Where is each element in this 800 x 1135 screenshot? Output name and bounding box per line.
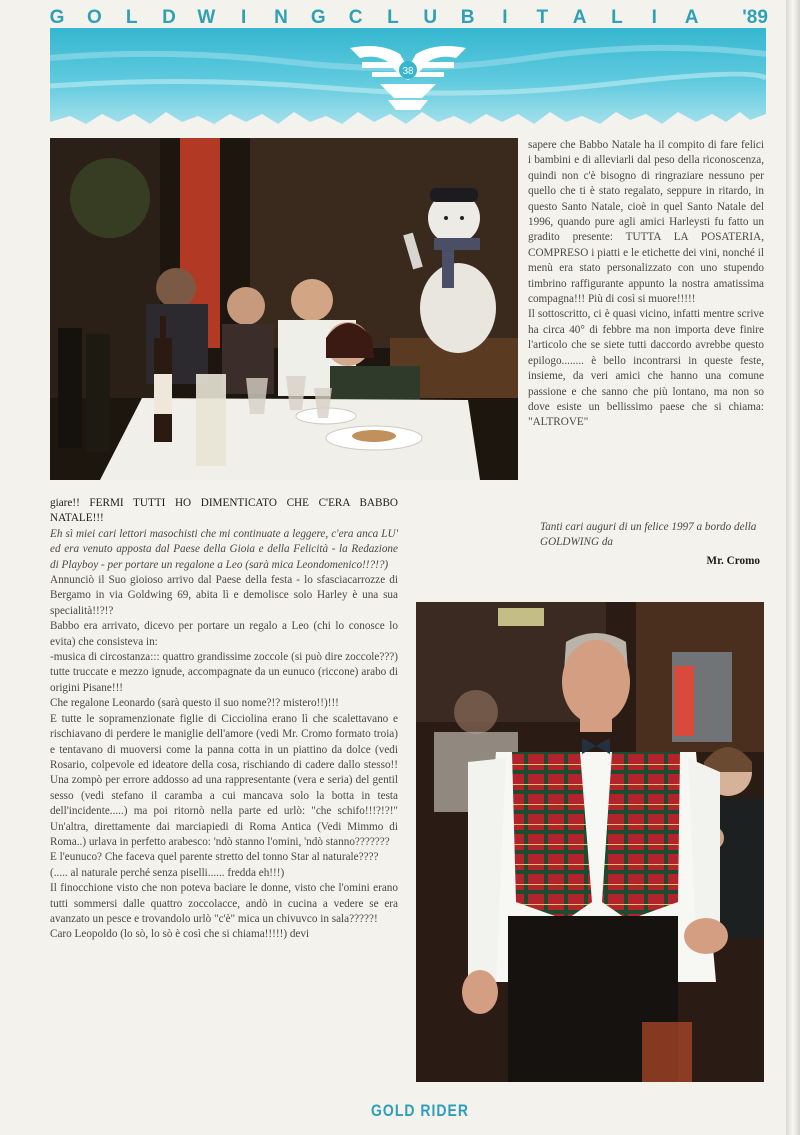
page-binding-edge (786, 0, 800, 1135)
title-letter: A (572, 7, 587, 28)
article-paragraph: Il sottoscritto, ci è quasi vicino, infatti mentre scrive ha circa 40° di febbre ma non importa deve finire l'articolo che se siete tutti daccordo avrebbe questo epilogo........ è bello incontrarsi in queste feste, insieme, da veri amici che hanno una comune passione e che sanno che più lontano, ma non so dove esiste un bellissimo paese che si chiama: "ALTROVE" (528, 308, 764, 429)
article-paragraph: Annunciò il Suo gioioso arrivo dal Paese della festa - lo sfasciacarrozze di Bergamo in via Goldwing 69, abita lì e demolisce solo Harley è una sua specialità!!?!? (50, 574, 398, 617)
title-letter: B (460, 7, 475, 28)
article-paragraph: Il finocchione visto che non poteva baciare le donne, visto che l'omini erano tutti sommersi dalle quattro zoccolacce, andò in cucina a vedere se era avanzato un pesce e trovandolo urlò "c'è" mica un chivuvco in sala?????! (50, 882, 398, 925)
closing-text: Tanti cari auguri di un felice 1997 a bordo della GOLDWING da (540, 521, 757, 548)
title-letter: C (348, 7, 363, 28)
title-letter: G (310, 7, 326, 28)
title-letter: I (241, 7, 247, 28)
article-paragraph: Babbo era arrivato, dicevo per portare un regalo a Leo (chi lo conosce lo evita) che consisteva in: (50, 620, 398, 648)
title-letter: U (423, 7, 438, 28)
article-paragraph: Eh sì miei cari lettori masochisti che mi continuate a leggere, c'era anca LU' ed era venuto apposta dal Paese della Gioia e della Felicità - la Redazione di Playboy - per portare un regalone a Leo (sarà mica Leondomenico!!?!?) (50, 527, 398, 571)
title-letter: O (86, 7, 102, 28)
magazine-footer-title: GOLD RIDER (371, 1100, 469, 1120)
title-letter: L (611, 7, 623, 28)
article-paragraph: sapere che Babbo Natale ha il compito di fare felici i bambini e di alleviarli dal peso della riconoscenza, quindi non c'è bisogno di ringraziare nessuno per quello che ti è stato regalato, seppure in ritardo, in questo Santo Natale, cioè in quel Santo Natale del 1996, quando pure agli amici Harleysti fu fatto un gradito presente: TUTTA LA POSATERIA, COMPRESO i piatti e le etichette dei vini, nonché il menù era stato personalizzato con uno stupendo timbrino raffigurante appunto la nostra amatissima compagna!!! Più di così si muore!!!!! (528, 139, 764, 306)
club-title-band (48, 6, 768, 30)
header-banner (50, 28, 766, 124)
title-letter: L (125, 7, 138, 28)
title-letter: A (684, 7, 699, 28)
title-letter: L (387, 7, 399, 28)
title-letter: D (162, 7, 176, 28)
article-paragraph: E tutte le sopramenzionate figlie di Cicciolina erano lì che scalettavano e rischiavano di perdere le maniglie dell'amore (vedi Mr. Cromo formato troia) e tentavano di muoversi come la panna cotta in un piattino da dolce (vedi Rosario, colpevole ed ideatore della cosa, rischiando di cadere dallo stesso!! Una zompò per errore addosso ad una rappresentante (vera e seria) del gentil sesso (vedi stefano il caramba a cui mancava solo la botta in testa dell'incidente.....) ma poi ritornò nella parte ed urlò: "che schifo!!!?!?!" Un'altra, direttamente dai marciapiedi di Roma Antica (Vedi Mimmo di Roma..) urlava in perfetto arabesco: 'ndò stanno l'omini, 'ndò stanno??????? (50, 712, 398, 848)
right-column-text (528, 138, 764, 431)
title-letter: T (536, 7, 549, 28)
title-letter: G (49, 7, 65, 28)
closing-greeting (528, 520, 760, 569)
title-letter: I (502, 7, 508, 28)
emblem-number: 38 (402, 66, 414, 77)
title-letter: W (197, 7, 216, 28)
dinner-table-photo (50, 138, 518, 480)
article-opening: giare!! FERMI TUTTI HO DIMENTICATO CHE C'ERA BABBO NATALE!!! (50, 497, 398, 525)
article-paragraph: -musica di circostanza::: quattro grandissime zoccole (si può dire zoccole???) tutte truccate e mezzo ignude, accompagnate da un eunuco (riccone) arabo di origini Pisane!!! (50, 651, 398, 694)
article-paragraph: E l'eunuco? Che faceva quel parente stretto del tonno Star al naturale???? (50, 851, 379, 864)
article-paragraph: Che regalone Leonardo (sarà questo il suo nome?!? mistero!!)!!! (50, 697, 339, 710)
article-paragraph: Caro Leopoldo (lo sò, lo sò è così che si chiama!!!!!) devi (50, 928, 310, 941)
article-paragraph: (..... al naturale perché senza piselli...... fredda eh!!!) (50, 866, 285, 879)
man-in-tartan-vest-photo (416, 602, 764, 1082)
signature: Mr. Cromo (706, 555, 760, 567)
title-letter: N (274, 7, 288, 28)
issue-year: '89 (742, 7, 768, 28)
title-letter: I (651, 7, 657, 28)
left-column-text (50, 496, 398, 943)
